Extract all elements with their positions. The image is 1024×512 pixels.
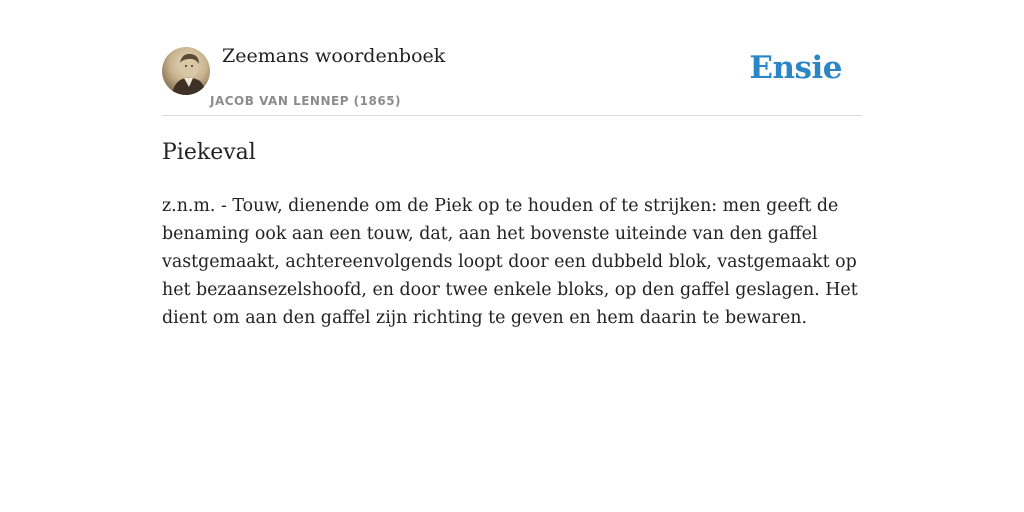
dictionary-title[interactable]: Zeemans woordenboek — [222, 45, 446, 67]
dictionary-author: JACOB VAN LENNEP (1865) — [210, 94, 402, 108]
dictionary-header — [162, 0, 862, 116]
ensie-logo[interactable]: Ensie — [749, 50, 842, 86]
author-portrait-icon — [162, 47, 210, 95]
entry-definition: z.n.m. - Touw, dienende om de Piek op te houden of te strijken: men geeft de benaming ook aan een touw, dat, aan het bovenste uiteinde van den gaffel vastgemaakt, achtereenvolgends loopt door een dubbeld blok, vastgemaakt op het bezaansezelshoofd, en door twee enkele bloks, op den gaffel geslagen. Het dient om aan den gaffel zijn richting te geven en hem daarin te bewaren. — [162, 196, 858, 328]
entry-card — [162, 0, 862, 512]
entry-title: Piekeval — [162, 140, 256, 165]
